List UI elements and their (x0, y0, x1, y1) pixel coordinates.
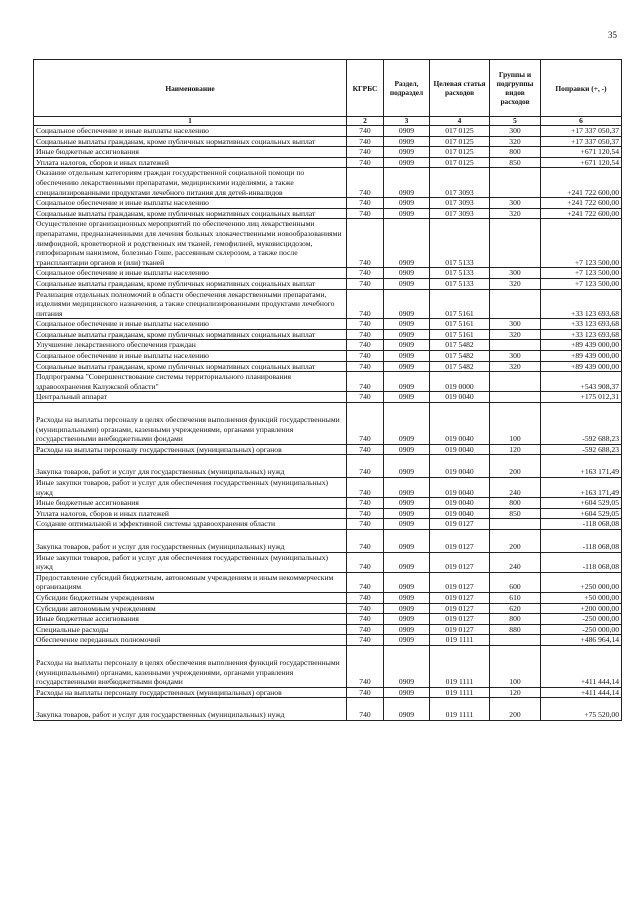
row-amount-cell: +17 337 050,37 (541, 126, 622, 137)
row-target-cell: 019 0040 (430, 498, 490, 509)
row-section-cell: 0909 (384, 278, 430, 289)
row-group-cell: 200 (490, 698, 541, 721)
row-target-cell: 017 5482 (430, 361, 490, 372)
table-row (34, 645, 622, 687)
row-amount-cell: +604 529,05 (541, 498, 622, 509)
row-amount-cell: +671 120,54 (541, 147, 622, 158)
row-group-cell: 800 (490, 147, 541, 158)
row-target-cell: 019 0000 (430, 372, 490, 392)
row-kgrbs-cell: 740 (347, 698, 384, 721)
row-kgrbs-cell: 740 (347, 147, 384, 158)
row-amount-cell: -118 068,08 (541, 529, 622, 552)
row-amount-cell: +75 520,00 (541, 698, 622, 721)
table-row (34, 340, 622, 351)
row-name-cell: Предоставление субсидий бюджетным, автономным учреждениям и иным некоммерческим организациям (34, 572, 347, 592)
row-target-cell: 017 3093 (430, 168, 490, 198)
row-target-cell: 019 1111 (430, 635, 490, 646)
table-row (34, 519, 622, 530)
row-section-cell: 0909 (384, 126, 430, 137)
row-kgrbs-cell: 740 (347, 592, 384, 603)
row-amount-cell: +411 444,14 (541, 687, 622, 698)
row-name-cell: Социальное обеспечение и иные выплаты населению (34, 126, 347, 137)
row-name-cell: Расходы на выплаты персоналу государственных (муниципальных) органов (34, 444, 347, 455)
row-target-cell: 019 1111 (430, 645, 490, 687)
row-name-cell: Социальные выплаты гражданам, кроме публичных нормативных социальных выплат (34, 329, 347, 340)
row-name-cell: Иные бюджетные ассигнования (34, 614, 347, 625)
row-group-cell: 240 (490, 478, 541, 498)
row-group-cell: 100 (490, 645, 541, 687)
row-section-cell: 0909 (384, 147, 430, 158)
row-amount-cell: +33 123 693,68 (541, 289, 622, 319)
header-row (34, 60, 622, 117)
row-section-cell: 0909 (384, 508, 430, 519)
row-target-cell: 017 5482 (430, 340, 490, 351)
row-name-cell: Иные закупки товаров, работ и услуг для обеспечения государственных (муниципальных) нужд (34, 552, 347, 572)
table-row (34, 319, 622, 330)
row-group-cell: 320 (490, 208, 541, 219)
row-amount-cell: +543 908,37 (541, 372, 622, 392)
row-group-cell (490, 340, 541, 351)
table-row (34, 508, 622, 519)
row-target-cell: 017 5161 (430, 319, 490, 330)
row-group-cell: 300 (490, 351, 541, 362)
row-name-cell: Обеспечение переданных полномочий (34, 635, 347, 646)
row-kgrbs-cell: 740 (347, 219, 384, 268)
row-section-cell: 0909 (384, 455, 430, 478)
row-section-cell: 0909 (384, 444, 430, 455)
row-kgrbs-cell: 740 (347, 645, 384, 687)
row-amount-cell: -592 688,23 (541, 444, 622, 455)
row-section-cell: 0909 (384, 698, 430, 721)
row-group-cell: 240 (490, 552, 541, 572)
row-name-cell: Социальное обеспечение и иные выплаты населению (34, 198, 347, 209)
page-number: 35 (608, 30, 617, 40)
row-amount-cell: +89 439 000,00 (541, 361, 622, 372)
table-row (34, 687, 622, 698)
row-target-cell: 017 0125 (430, 136, 490, 147)
row-name-cell: Реализация отдельных полномочий в области обеспечения лекарственными препаратами, изделиями медицинского назначения, а также специализированными продуктами лечебного питания (34, 289, 347, 319)
row-target-cell: 019 0040 (430, 478, 490, 498)
row-target-cell: 017 5161 (430, 289, 490, 319)
row-kgrbs-cell: 740 (347, 614, 384, 625)
row-amount-cell: +241 722 600,00 (541, 198, 622, 209)
row-group-cell: 610 (490, 592, 541, 603)
row-group-cell: 850 (490, 157, 541, 168)
row-name-cell: Создание оптимальной и эффективной системы здравоохранения области (34, 519, 347, 530)
row-section-cell: 0909 (384, 614, 430, 625)
row-kgrbs-cell: 740 (347, 529, 384, 552)
row-target-cell: 019 1111 (430, 687, 490, 698)
table-row (34, 444, 622, 455)
budget-amendments-table (33, 59, 622, 721)
row-section-cell: 0909 (384, 219, 430, 268)
row-amount-cell: +163 171,49 (541, 478, 622, 498)
row-amount-cell: +241 722 600,00 (541, 208, 622, 219)
row-section-cell: 0909 (384, 340, 430, 351)
row-section-cell: 0909 (384, 603, 430, 614)
row-kgrbs-cell: 740 (347, 603, 384, 614)
row-amount-cell: +671 120,54 (541, 157, 622, 168)
row-amount-cell: +411 444,14 (541, 645, 622, 687)
row-name-cell: Центральный аппарат (34, 392, 347, 403)
row-amount-cell: +604 529,05 (541, 508, 622, 519)
row-kgrbs-cell: 740 (347, 478, 384, 498)
row-section-cell: 0909 (384, 268, 430, 279)
row-kgrbs-cell: 740 (347, 498, 384, 509)
table-row (34, 392, 622, 403)
table-row (34, 351, 622, 362)
row-kgrbs-cell: 740 (347, 392, 384, 403)
row-group-cell: 300 (490, 268, 541, 279)
column-number: 5 (490, 117, 541, 126)
row-section-cell: 0909 (384, 529, 430, 552)
row-section-cell: 0909 (384, 645, 430, 687)
row-section-cell: 0909 (384, 329, 430, 340)
row-name-cell: Уплата налогов, сборов и иных платежей (34, 508, 347, 519)
table-row (34, 624, 622, 635)
table-row (34, 147, 622, 158)
row-kgrbs-cell: 740 (347, 572, 384, 592)
row-section-cell: 0909 (384, 361, 430, 372)
row-section-cell: 0909 (384, 635, 430, 646)
row-target-cell: 019 0040 (430, 455, 490, 478)
row-amount-cell: +89 439 000,00 (541, 351, 622, 362)
row-name-cell: Расходы на выплаты персоналу государственных (муниципальных) органов (34, 687, 347, 698)
table-row (34, 478, 622, 498)
table-row (34, 698, 622, 721)
row-kgrbs-cell: 740 (347, 624, 384, 635)
row-amount-cell: +50 000,00 (541, 592, 622, 603)
column-number: 3 (384, 117, 430, 126)
row-group-cell: 100 (490, 403, 541, 445)
row-target-cell: 019 0127 (430, 614, 490, 625)
row-section-cell: 0909 (384, 157, 430, 168)
row-amount-cell: +7 123 500,00 (541, 219, 622, 268)
row-kgrbs-cell: 740 (347, 687, 384, 698)
row-group-cell: 300 (490, 198, 541, 209)
row-group-cell (490, 392, 541, 403)
row-group-cell: 800 (490, 498, 541, 509)
row-section-cell: 0909 (384, 519, 430, 530)
row-name-cell: Иные бюджетные ассигнования (34, 147, 347, 158)
row-group-cell: 800 (490, 614, 541, 625)
row-group-cell: 320 (490, 278, 541, 289)
header-section: Раздел, подраздел (384, 60, 430, 117)
row-target-cell: 019 0127 (430, 603, 490, 614)
row-section-cell: 0909 (384, 624, 430, 635)
row-target-cell: 019 0040 (430, 508, 490, 519)
row-group-cell: 200 (490, 529, 541, 552)
table-body (34, 126, 622, 721)
row-target-cell: 017 3093 (430, 198, 490, 209)
row-group-cell: 200 (490, 455, 541, 478)
table-row (34, 529, 622, 552)
table-row (34, 635, 622, 646)
row-name-cell: Закупка товаров, работ и услуг для государственных (муниципальных) нужд (34, 455, 347, 478)
row-amount-cell: -250 000,00 (541, 624, 622, 635)
row-target-cell: 019 0127 (430, 624, 490, 635)
row-name-cell: Закупка товаров, работ и услуг для государственных (муниципальных) нужд (34, 698, 347, 721)
row-group-cell: 320 (490, 329, 541, 340)
table-row (34, 198, 622, 209)
row-target-cell: 019 0127 (430, 519, 490, 530)
row-section-cell: 0909 (384, 392, 430, 403)
row-amount-cell: +33 123 693,68 (541, 329, 622, 340)
row-section-cell: 0909 (384, 319, 430, 330)
row-kgrbs-cell: 740 (347, 508, 384, 519)
row-target-cell: 019 0127 (430, 572, 490, 592)
row-target-cell: 017 3093 (430, 208, 490, 219)
row-amount-cell: +486 964,14 (541, 635, 622, 646)
row-name-cell: Иные закупки товаров, работ и услуг для обеспечения государственных (муниципальных) нужд (34, 478, 347, 498)
table-row (34, 572, 622, 592)
row-section-cell: 0909 (384, 572, 430, 592)
row-amount-cell: +200 000,00 (541, 603, 622, 614)
row-amount-cell: +89 439 000,00 (541, 340, 622, 351)
row-amount-cell: -592 688,23 (541, 403, 622, 445)
row-target-cell: 019 0127 (430, 529, 490, 552)
table-row (34, 136, 622, 147)
row-kgrbs-cell: 740 (347, 268, 384, 279)
header-amendment: Поправки (+, -) (541, 60, 622, 117)
table-row (34, 372, 622, 392)
row-kgrbs-cell: 740 (347, 136, 384, 147)
row-name-cell: Субсидии автономным учреждениям (34, 603, 347, 614)
row-group-cell (490, 635, 541, 646)
row-section-cell: 0909 (384, 498, 430, 509)
row-name-cell: Закупка товаров, работ и услуг для государственных (муниципальных) нужд (34, 529, 347, 552)
table-row (34, 552, 622, 572)
row-section-cell: 0909 (384, 372, 430, 392)
row-group-cell (490, 519, 541, 530)
row-kgrbs-cell: 740 (347, 519, 384, 530)
row-name-cell: Подпрограмма "Совершенствование системы территориального планирования здравоохранения Калужской области" (34, 372, 347, 392)
table-row (34, 361, 622, 372)
row-kgrbs-cell: 740 (347, 552, 384, 572)
row-kgrbs-cell: 740 (347, 635, 384, 646)
row-amount-cell: +33 123 693,68 (541, 319, 622, 330)
row-target-cell: 019 0127 (430, 592, 490, 603)
table-row (34, 278, 622, 289)
row-kgrbs-cell: 740 (347, 319, 384, 330)
row-name-cell: Социальные выплаты гражданам, кроме публичных нормативных социальных выплат (34, 136, 347, 147)
row-amount-cell: +250 000,00 (541, 572, 622, 592)
row-section-cell: 0909 (384, 478, 430, 498)
row-kgrbs-cell: 740 (347, 278, 384, 289)
row-name-cell: Расходы на выплаты персоналу в целях обеспечения выполнения функций государственными (муниципальными) органами, казенными учреждениями, органами управления государственными внебюджетными фондами (34, 403, 347, 445)
row-amount-cell: +7 123 500,00 (541, 278, 622, 289)
row-group-cell: 300 (490, 319, 541, 330)
row-amount-cell: -118 068,08 (541, 552, 622, 572)
row-section-cell: 0909 (384, 289, 430, 319)
table-row (34, 219, 622, 268)
row-kgrbs-cell: 740 (347, 329, 384, 340)
row-name-cell: Уплата налогов, сборов и иных платежей (34, 157, 347, 168)
table-row (34, 268, 622, 279)
table-row (34, 603, 622, 614)
row-group-cell: 320 (490, 136, 541, 147)
row-section-cell: 0909 (384, 208, 430, 219)
row-name-cell: Социальные выплаты гражданам, кроме публичных нормативных социальных выплат (34, 208, 347, 219)
column-number: 6 (541, 117, 622, 126)
row-group-cell: 320 (490, 361, 541, 372)
row-kgrbs-cell: 740 (347, 403, 384, 445)
table-row (34, 403, 622, 445)
table-row (34, 592, 622, 603)
row-section-cell: 0909 (384, 351, 430, 362)
row-section-cell: 0909 (384, 198, 430, 209)
row-name-cell: Субсидии бюджетным учреждениям (34, 592, 347, 603)
row-kgrbs-cell: 740 (347, 361, 384, 372)
header-expense-group: Группы и подгруппы видов расходов (490, 60, 541, 117)
row-name-cell: Специальные расходы (34, 624, 347, 635)
row-target-cell: 017 5133 (430, 219, 490, 268)
row-section-cell: 0909 (384, 687, 430, 698)
row-amount-cell: +241 722 600,00 (541, 168, 622, 198)
table-row (34, 157, 622, 168)
row-name-cell: Социальное обеспечение и иные выплаты населению (34, 351, 347, 362)
row-group-cell (490, 289, 541, 319)
row-kgrbs-cell: 740 (347, 340, 384, 351)
table-row (34, 455, 622, 478)
row-kgrbs-cell: 740 (347, 126, 384, 137)
row-kgrbs-cell: 740 (347, 372, 384, 392)
table-row (34, 329, 622, 340)
column-number: 1 (34, 117, 347, 126)
header-target-article: Целевая статья расходов (430, 60, 490, 117)
row-kgrbs-cell: 740 (347, 455, 384, 478)
row-amount-cell: +163 171,49 (541, 455, 622, 478)
row-kgrbs-cell: 740 (347, 168, 384, 198)
row-target-cell: 019 1111 (430, 698, 490, 721)
row-name-cell: Иные бюджетные ассигнования (34, 498, 347, 509)
table-row (34, 168, 622, 198)
table-row (34, 498, 622, 509)
table-row (34, 289, 622, 319)
row-target-cell: 017 0125 (430, 126, 490, 137)
row-group-cell (490, 168, 541, 198)
header-kgrbs: КГРБС (347, 60, 384, 117)
row-group-cell: 300 (490, 126, 541, 137)
row-kgrbs-cell: 740 (347, 208, 384, 219)
row-amount-cell: +7 123 500,00 (541, 268, 622, 279)
row-kgrbs-cell: 740 (347, 289, 384, 319)
row-name-cell: Социальное обеспечение и иные выплаты населению (34, 319, 347, 330)
row-name-cell: Социальные выплаты гражданам, кроме публичных нормативных социальных выплат (34, 361, 347, 372)
row-group-cell: 600 (490, 572, 541, 592)
table-row (34, 126, 622, 137)
row-target-cell: 019 0127 (430, 552, 490, 572)
row-section-cell: 0909 (384, 552, 430, 572)
row-group-cell (490, 372, 541, 392)
row-amount-cell: -118 068,08 (541, 519, 622, 530)
row-target-cell: 017 0125 (430, 157, 490, 168)
table-row (34, 614, 622, 625)
row-target-cell: 017 5133 (430, 278, 490, 289)
row-name-cell: Социальное обеспечение и иные выплаты населению (34, 268, 347, 279)
row-target-cell: 017 5482 (430, 351, 490, 362)
row-group-cell: 880 (490, 624, 541, 635)
row-group-cell (490, 219, 541, 268)
row-group-cell: 620 (490, 603, 541, 614)
row-section-cell: 0909 (384, 168, 430, 198)
row-target-cell: 019 0040 (430, 444, 490, 455)
row-name-cell: Социальные выплаты гражданам, кроме публичных нормативных социальных выплат (34, 278, 347, 289)
column-number-row (34, 117, 622, 126)
row-kgrbs-cell: 740 (347, 157, 384, 168)
row-section-cell: 0909 (384, 592, 430, 603)
row-name-cell: Улучшение лекарственного обеспечения граждан (34, 340, 347, 351)
row-target-cell: 017 0125 (430, 147, 490, 158)
row-name-cell: Оказание отдельным категориям граждан государственной социальной помощи по обеспечению лекарственными препаратами, медицинскими изделиями, а также специализированными продуктами лечебного питания для детей-инвалидов (34, 168, 347, 198)
row-kgrbs-cell: 740 (347, 351, 384, 362)
row-name-cell: Осуществление организационных мероприятий по обеспечению лиц лекарственными препаратами, предназначенными для лечения больных злокачественными новообразованиями лимфоидной, кроветворной и родственных им тканей, гемофилией, муковисцидозом, гипофизарным нанизмом, болезнью Гоше, рассеянным склерозом, а также после трансплантации органов и (или) тканей (34, 219, 347, 268)
header-name: Наименование (34, 60, 347, 117)
row-amount-cell: +175 012,31 (541, 392, 622, 403)
row-amount-cell: +17 337 050,37 (541, 136, 622, 147)
row-target-cell: 019 0040 (430, 392, 490, 403)
row-target-cell: 017 5133 (430, 268, 490, 279)
table-row (34, 208, 622, 219)
column-number: 2 (347, 117, 384, 126)
row-target-cell: 019 0040 (430, 403, 490, 445)
row-section-cell: 0909 (384, 403, 430, 445)
row-kgrbs-cell: 740 (347, 444, 384, 455)
row-group-cell: 850 (490, 508, 541, 519)
row-amount-cell: -250 000,00 (541, 614, 622, 625)
row-section-cell: 0909 (384, 136, 430, 147)
row-target-cell: 017 5161 (430, 329, 490, 340)
column-number: 4 (430, 117, 490, 126)
row-kgrbs-cell: 740 (347, 198, 384, 209)
row-group-cell: 120 (490, 687, 541, 698)
row-name-cell: Расходы на выплаты персоналу в целях обеспечения выполнения функций государственными (муниципальными) органами, казенными учреждениями, органами управления государственными внебюджетными фондами (34, 645, 347, 687)
row-group-cell: 120 (490, 444, 541, 455)
